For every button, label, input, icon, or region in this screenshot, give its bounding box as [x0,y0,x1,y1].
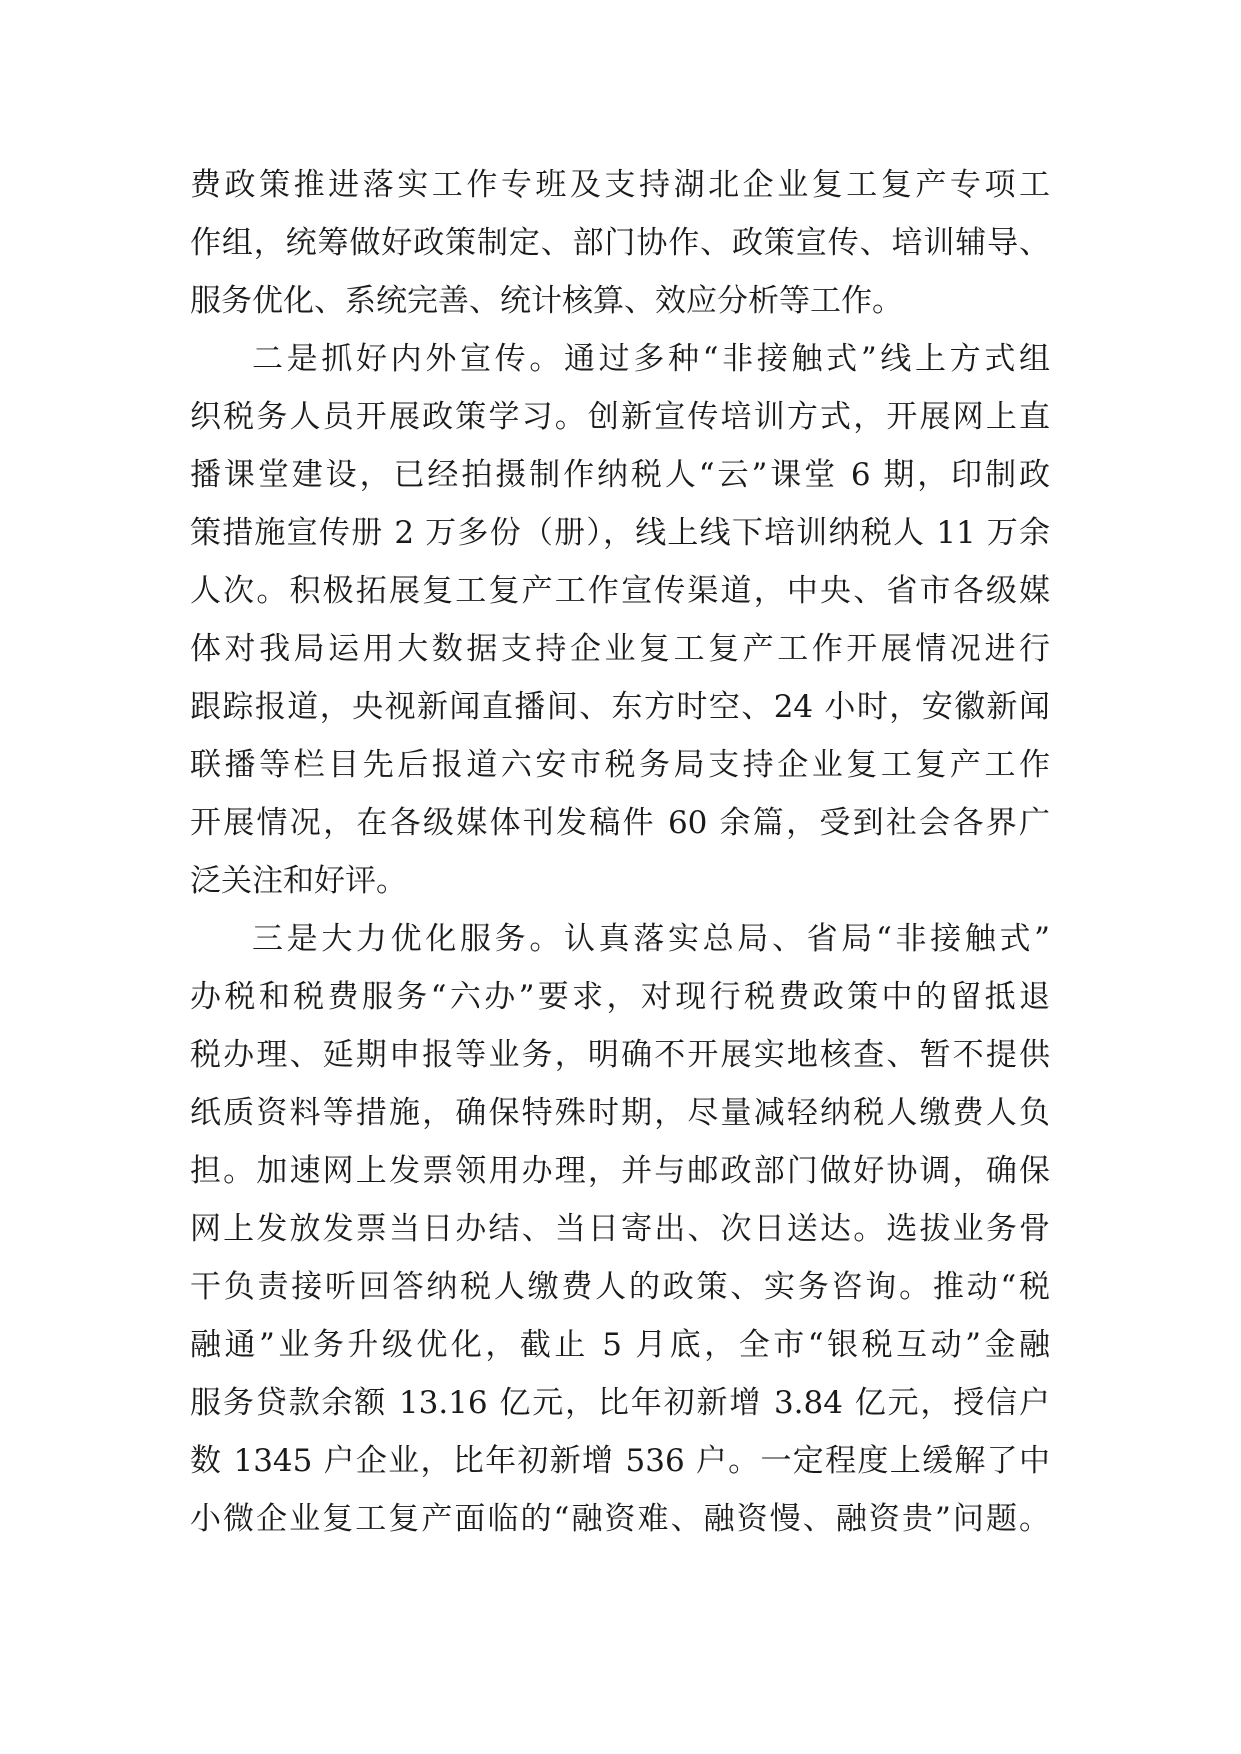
body-text [190,156,1050,1548]
text-line: 小微企业复工复产面临的“融资难、融资慢、融资贵”问题。 [190,1501,1050,1537]
text-line: 跟踪报道，央视新闻直播间、东方时空、24 小时，安徽新闻 [190,689,1050,725]
text-line: 三是大力优化服务。认真落实总局、省局“非接触式” [252,921,1050,957]
text-line: 策措施宣传册 2 万多份（册），线上线下培训纳税人 11 万余 [190,515,1050,551]
text-line: 联播等栏目先后报道六安市税务局支持企业复工复产工作 [190,747,1050,783]
text-line: 播课堂建设，已经拍摄制作纳税人“云”课堂 6 期，印制政 [190,457,1051,493]
paragraph-1 [190,156,1050,330]
text-line: 作组，统筹做好政策制定、部门协作、政策宣传、培训辅导、 [190,225,1050,261]
text-line: 体对我局运用大数据支持企业复工复产工作开展情况进行 [190,631,1050,667]
text-line: 税办理、延期申报等业务，明确不开展实地核查、暂不提供 [190,1037,1050,1073]
text-line: 服务优化、系统完善、统计核算、效应分析等工作。 [190,283,903,319]
paragraph-3 [190,910,1050,1548]
text-line: 服务贷款余额 13.16 亿元，比年初新增 3.84 亿元，授信户 [190,1385,1050,1421]
text-line: 数 1345 户企业，比年初新增 536 户。一定程度上缓解了中 [190,1443,1050,1479]
text-line: 织税务人员开展政策学习。创新宣传培训方式，开展网上直 [190,399,1050,435]
text-line: 网上发放发票当日办结、当日寄出、次日送达。选拔业务骨 [190,1211,1050,1247]
text-line: 费政策推进落实工作专班及支持湖北企业复工复产专项工 [190,167,1050,203]
text-line: 办税和税费服务“六办”要求，对现行税费政策中的留抵退 [190,979,1050,1015]
text-line: 干负责接听回答纳税人缴费人的政策、实务咨询。推动“税 [190,1269,1050,1305]
paragraph-2 [190,330,1050,910]
text-line: 人次。积极拓展复工复产工作宣传渠道，中央、省市各级媒 [190,573,1050,609]
text-line: 二是抓好内外宣传。通过多种“非接触式”线上方式组 [252,341,1050,377]
text-line: 融通”业务升级优化，截止 5 月底，全市“银税互动”金融 [190,1327,1050,1363]
text-line: 担。加速网上发票领用办理，并与邮政部门做好协调，确保 [190,1153,1050,1189]
text-line: 纸质资料等措施，确保特殊时期，尽量减轻纳税人缴费人负 [190,1095,1050,1131]
text-line: 开展情况，在各级媒体刊发稿件 60 余篇，受到社会各界广 [190,805,1050,841]
text-line: 泛关注和好评。 [190,863,407,899]
